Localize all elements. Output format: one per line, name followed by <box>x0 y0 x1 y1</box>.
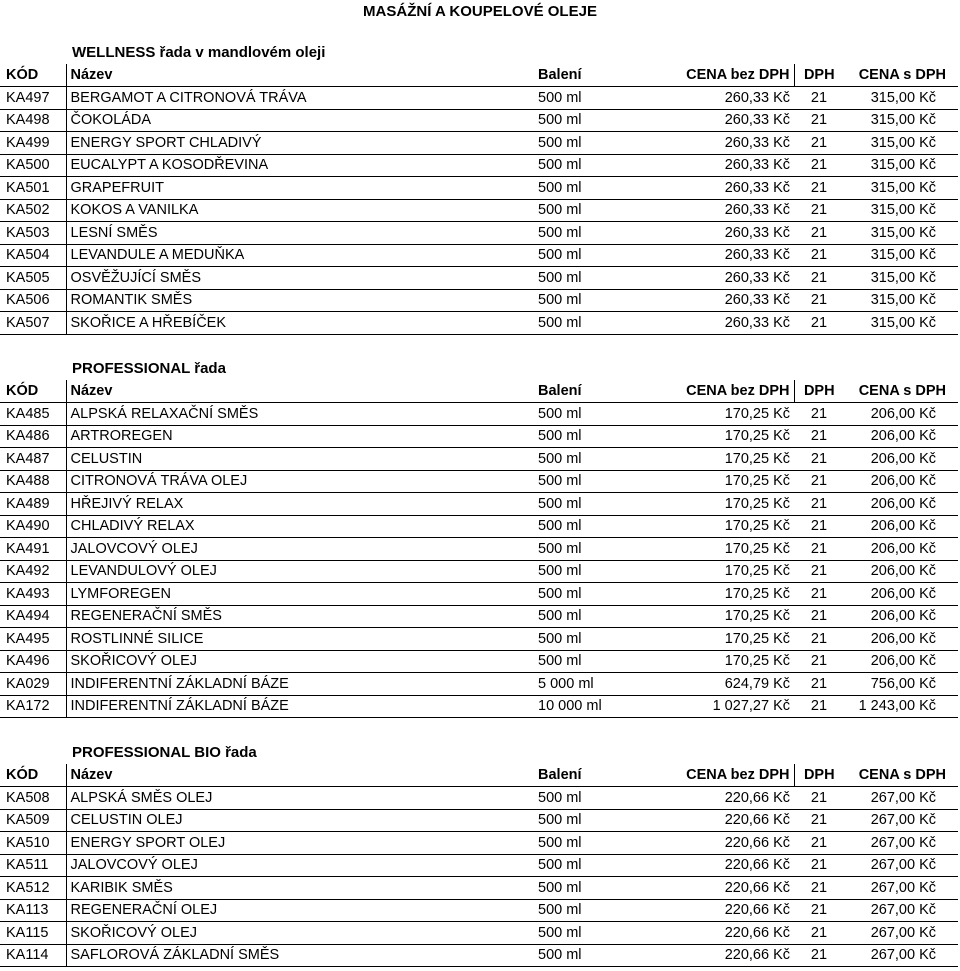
header-vat: DPH <box>794 380 844 403</box>
cell-code: KA509 <box>0 809 66 832</box>
cell-vat: 21 <box>794 244 844 267</box>
cell-vat: 21 <box>794 222 844 245</box>
table-row <box>0 605 958 628</box>
table-row <box>0 109 958 132</box>
cell-name: ENERGY SPORT OLEJ <box>66 832 534 855</box>
cell-package: 500 ml <box>534 650 664 673</box>
cell-price-without-vat: 260,33 Kč <box>664 289 794 312</box>
price-section <box>0 358 960 718</box>
cell-price-without-vat: 170,25 Kč <box>664 448 794 471</box>
cell-price-with-vat: 315,00 Kč <box>844 244 958 267</box>
cell-code: KA492 <box>0 560 66 583</box>
cell-price-with-vat: 756,00 Kč <box>844 673 958 696</box>
cell-vat: 21 <box>794 605 844 628</box>
cell-price-without-vat: 170,25 Kč <box>664 515 794 538</box>
cell-vat: 21 <box>794 448 844 471</box>
cell-package: 500 ml <box>534 493 664 516</box>
table-row <box>0 538 958 561</box>
cell-name: ARTROREGEN <box>66 425 534 448</box>
cell-vat: 21 <box>794 177 844 200</box>
header-package: Balení <box>534 64 664 87</box>
cell-code: KA489 <box>0 493 66 516</box>
cell-name: ROSTLINNÉ SILICE <box>66 628 534 651</box>
cell-price-without-vat: 624,79 Kč <box>664 673 794 696</box>
header-name: Název <box>66 64 534 87</box>
cell-vat: 21 <box>794 87 844 110</box>
cell-price-with-vat: 315,00 Kč <box>844 312 958 335</box>
cell-code: KA512 <box>0 877 66 900</box>
cell-name: KARIBIK SMĚS <box>66 877 534 900</box>
cell-price-with-vat: 206,00 Kč <box>844 493 958 516</box>
cell-vat: 21 <box>794 312 844 335</box>
cell-code: KA507 <box>0 312 66 335</box>
cell-price-with-vat: 206,00 Kč <box>844 403 958 426</box>
section-title: PROFESSIONAL BIO řada <box>72 744 257 761</box>
cell-package: 500 ml <box>534 403 664 426</box>
cell-package: 500 ml <box>534 922 664 945</box>
cell-package: 500 ml <box>534 199 664 222</box>
cell-name: ALPSKÁ SMĚS OLEJ <box>66 787 534 810</box>
cell-package: 500 ml <box>534 87 664 110</box>
cell-price-without-vat: 170,25 Kč <box>664 628 794 651</box>
table-row <box>0 87 958 110</box>
cell-code: KA115 <box>0 922 66 945</box>
cell-vat: 21 <box>794 199 844 222</box>
cell-code: KA488 <box>0 470 66 493</box>
cell-price-with-vat: 267,00 Kč <box>844 877 958 900</box>
cell-price-with-vat: 267,00 Kč <box>844 899 958 922</box>
cell-vat: 21 <box>794 695 844 718</box>
cell-code: KA495 <box>0 628 66 651</box>
cell-code: KA496 <box>0 650 66 673</box>
cell-name: CELUSTIN <box>66 448 534 471</box>
cell-price-without-vat: 170,25 Kč <box>664 583 794 606</box>
table-row <box>0 809 958 832</box>
cell-code: KA487 <box>0 448 66 471</box>
cell-price-with-vat: 315,00 Kč <box>844 132 958 155</box>
cell-code: KA494 <box>0 605 66 628</box>
cell-code: KA172 <box>0 695 66 718</box>
cell-price-with-vat: 206,00 Kč <box>844 560 958 583</box>
cell-code: KA497 <box>0 87 66 110</box>
cell-price-without-vat: 260,33 Kč <box>664 154 794 177</box>
cell-code: KA501 <box>0 177 66 200</box>
cell-package: 500 ml <box>534 244 664 267</box>
cell-code: KA113 <box>0 899 66 922</box>
header-price-without-vat: CENA bez DPH <box>664 764 794 787</box>
cell-vat: 21 <box>794 425 844 448</box>
cell-price-with-vat: 206,00 Kč <box>844 538 958 561</box>
table-row <box>0 854 958 877</box>
cell-price-with-vat: 267,00 Kč <box>844 787 958 810</box>
cell-price-without-vat: 220,66 Kč <box>664 854 794 877</box>
table-row <box>0 922 958 945</box>
cell-vat: 21 <box>794 787 844 810</box>
cell-price-with-vat: 206,00 Kč <box>844 515 958 538</box>
table-row <box>0 470 958 493</box>
cell-price-without-vat: 260,33 Kč <box>664 312 794 335</box>
cell-vat: 21 <box>794 403 844 426</box>
cell-price-without-vat: 170,25 Kč <box>664 403 794 426</box>
cell-package: 500 ml <box>534 267 664 290</box>
cell-name: ALPSKÁ RELAXAČNÍ SMĚS <box>66 403 534 426</box>
cell-name: KOKOS A VANILKA <box>66 199 534 222</box>
cell-package: 500 ml <box>534 109 664 132</box>
cell-name: BERGAMOT A CITRONOVÁ TRÁVA <box>66 87 534 110</box>
table-row <box>0 132 958 155</box>
cell-code: KA493 <box>0 583 66 606</box>
cell-name: SKOŘICOVÝ OLEJ <box>66 922 534 945</box>
cell-price-without-vat: 170,25 Kč <box>664 493 794 516</box>
cell-package: 500 ml <box>534 448 664 471</box>
table-row <box>0 289 958 312</box>
cell-code: KA508 <box>0 787 66 810</box>
cell-name: REGENERAČNÍ SMĚS <box>66 605 534 628</box>
header-price-with-vat: CENA s DPH <box>844 764 958 787</box>
cell-code: KA504 <box>0 244 66 267</box>
cell-vat: 21 <box>794 832 844 855</box>
cell-name: INDIFERENTNÍ ZÁKLADNÍ BÁZE <box>66 673 534 696</box>
cell-price-with-vat: 206,00 Kč <box>844 605 958 628</box>
cell-code: KA511 <box>0 854 66 877</box>
cell-price-with-vat: 206,00 Kč <box>844 650 958 673</box>
cell-price-without-vat: 260,33 Kč <box>664 267 794 290</box>
cell-vat: 21 <box>794 109 844 132</box>
cell-price-with-vat: 315,00 Kč <box>844 177 958 200</box>
header-code: KÓD <box>0 64 66 87</box>
cell-vat: 21 <box>794 515 844 538</box>
cell-price-without-vat: 170,25 Kč <box>664 538 794 561</box>
cell-price-without-vat: 1 027,27 Kč <box>664 695 794 718</box>
cell-vat: 21 <box>794 538 844 561</box>
header-price-with-vat: CENA s DPH <box>844 64 958 87</box>
cell-package: 5 000 ml <box>534 673 664 696</box>
table-row <box>0 199 958 222</box>
cell-price-with-vat: 267,00 Kč <box>844 944 958 967</box>
cell-price-without-vat: 260,33 Kč <box>664 244 794 267</box>
page-title: MASÁŽNÍ A KOUPELOVÉ OLEJE <box>363 3 597 20</box>
cell-name: CHLADIVÝ RELAX <box>66 515 534 538</box>
cell-price-without-vat: 220,66 Kč <box>664 899 794 922</box>
cell-code: KA503 <box>0 222 66 245</box>
cell-code: KA505 <box>0 267 66 290</box>
cell-name: LYMFOREGEN <box>66 583 534 606</box>
cell-price-with-vat: 315,00 Kč <box>844 267 958 290</box>
header-vat: DPH <box>794 64 844 87</box>
table-header-row <box>0 764 958 787</box>
cell-vat: 21 <box>794 132 844 155</box>
cell-price-with-vat: 315,00 Kč <box>844 154 958 177</box>
cell-code: KA499 <box>0 132 66 155</box>
table-row <box>0 515 958 538</box>
cell-price-without-vat: 260,33 Kč <box>664 109 794 132</box>
cell-price-with-vat: 206,00 Kč <box>844 448 958 471</box>
cell-vat: 21 <box>794 628 844 651</box>
cell-code: KA500 <box>0 154 66 177</box>
cell-package: 500 ml <box>534 854 664 877</box>
header-package: Balení <box>534 764 664 787</box>
cell-package: 500 ml <box>534 289 664 312</box>
cell-price-with-vat: 267,00 Kč <box>844 922 958 945</box>
cell-code: KA485 <box>0 403 66 426</box>
cell-vat: 21 <box>794 154 844 177</box>
cell-price-with-vat: 206,00 Kč <box>844 583 958 606</box>
price-table <box>0 64 958 335</box>
cell-package: 500 ml <box>534 312 664 335</box>
table-header-row <box>0 380 958 403</box>
table-row <box>0 695 958 718</box>
cell-name: SKOŘICE A HŘEBÍČEK <box>66 312 534 335</box>
table-header-row <box>0 64 958 87</box>
cell-package: 500 ml <box>534 538 664 561</box>
table-row <box>0 448 958 471</box>
cell-price-without-vat: 170,25 Kč <box>664 560 794 583</box>
cell-package: 500 ml <box>534 628 664 651</box>
header-vat: DPH <box>794 764 844 787</box>
cell-vat: 21 <box>794 289 844 312</box>
price-table <box>0 764 958 967</box>
cell-price-with-vat: 267,00 Kč <box>844 854 958 877</box>
header-name: Název <box>66 764 534 787</box>
cell-code: KA510 <box>0 832 66 855</box>
cell-code: KA114 <box>0 944 66 967</box>
cell-price-without-vat: 260,33 Kč <box>664 87 794 110</box>
cell-price-without-vat: 220,66 Kč <box>664 809 794 832</box>
cell-price-with-vat: 315,00 Kč <box>844 289 958 312</box>
cell-vat: 21 <box>794 922 844 945</box>
header-code: KÓD <box>0 764 66 787</box>
cell-price-with-vat: 315,00 Kč <box>844 199 958 222</box>
cell-package: 500 ml <box>534 605 664 628</box>
cell-price-with-vat: 267,00 Kč <box>844 809 958 832</box>
cell-vat: 21 <box>794 650 844 673</box>
cell-name: CELUSTIN OLEJ <box>66 809 534 832</box>
cell-package: 500 ml <box>534 899 664 922</box>
cell-price-with-vat: 315,00 Kč <box>844 109 958 132</box>
table-row <box>0 222 958 245</box>
header-price-with-vat: CENA s DPH <box>844 380 958 403</box>
cell-price-without-vat: 220,66 Kč <box>664 877 794 900</box>
cell-code: KA498 <box>0 109 66 132</box>
cell-package: 500 ml <box>534 809 664 832</box>
cell-name: SAFLOROVÁ ZÁKLADNÍ SMĚS <box>66 944 534 967</box>
header-price-without-vat: CENA bez DPH <box>664 64 794 87</box>
table-row <box>0 267 958 290</box>
cell-price-without-vat: 220,66 Kč <box>664 922 794 945</box>
cell-name: ČOKOLÁDA <box>66 109 534 132</box>
cell-price-without-vat: 260,33 Kč <box>664 132 794 155</box>
cell-name: LESNÍ SMĚS <box>66 222 534 245</box>
cell-price-without-vat: 260,33 Kč <box>664 222 794 245</box>
cell-package: 500 ml <box>534 560 664 583</box>
cell-name: REGENERAČNÍ OLEJ <box>66 899 534 922</box>
price-section <box>0 42 960 335</box>
header-name: Název <box>66 380 534 403</box>
cell-code: KA486 <box>0 425 66 448</box>
cell-package: 10 000 ml <box>534 695 664 718</box>
cell-price-with-vat: 206,00 Kč <box>844 628 958 651</box>
table-row <box>0 244 958 267</box>
cell-name: CITRONOVÁ TRÁVA OLEJ <box>66 470 534 493</box>
cell-price-with-vat: 267,00 Kč <box>844 832 958 855</box>
table-row <box>0 425 958 448</box>
cell-code: KA491 <box>0 538 66 561</box>
header-package: Balení <box>534 380 664 403</box>
cell-price-with-vat: 1 243,00 Kč <box>844 695 958 718</box>
cell-name: LEVANDULOVÝ OLEJ <box>66 560 534 583</box>
header-code: KÓD <box>0 380 66 403</box>
table-row <box>0 650 958 673</box>
cell-package: 500 ml <box>534 877 664 900</box>
cell-package: 500 ml <box>534 177 664 200</box>
cell-package: 500 ml <box>534 515 664 538</box>
section-title: PROFESSIONAL řada <box>72 360 226 377</box>
cell-package: 500 ml <box>534 787 664 810</box>
cell-price-with-vat: 206,00 Kč <box>844 425 958 448</box>
cell-code: KA029 <box>0 673 66 696</box>
cell-price-with-vat: 315,00 Kč <box>844 87 958 110</box>
cell-vat: 21 <box>794 583 844 606</box>
table-row <box>0 877 958 900</box>
price-section <box>0 742 960 967</box>
cell-price-without-vat: 220,66 Kč <box>664 787 794 810</box>
cell-package: 500 ml <box>534 470 664 493</box>
cell-vat: 21 <box>794 877 844 900</box>
table-row <box>0 628 958 651</box>
cell-code: KA490 <box>0 515 66 538</box>
cell-package: 500 ml <box>534 222 664 245</box>
cell-price-without-vat: 170,25 Kč <box>664 425 794 448</box>
cell-package: 500 ml <box>534 583 664 606</box>
cell-name: ROMANTIK SMĚS <box>66 289 534 312</box>
table-row <box>0 560 958 583</box>
cell-code: KA502 <box>0 199 66 222</box>
table-row <box>0 583 958 606</box>
cell-name: JALOVCOVÝ OLEJ <box>66 538 534 561</box>
cell-name: OSVĚŽUJÍCÍ SMĚS <box>66 267 534 290</box>
cell-package: 500 ml <box>534 425 664 448</box>
table-row <box>0 493 958 516</box>
cell-vat: 21 <box>794 944 844 967</box>
section-title: WELLNESS řada v mandlovém oleji <box>72 44 326 61</box>
cell-name: INDIFERENTNÍ ZÁKLADNÍ BÁZE <box>66 695 534 718</box>
price-table <box>0 380 958 718</box>
cell-price-without-vat: 260,33 Kč <box>664 177 794 200</box>
cell-name: HŘEJIVÝ RELAX <box>66 493 534 516</box>
table-row <box>0 312 958 335</box>
cell-price-without-vat: 170,25 Kč <box>664 470 794 493</box>
cell-price-without-vat: 170,25 Kč <box>664 650 794 673</box>
cell-name: JALOVCOVÝ OLEJ <box>66 854 534 877</box>
cell-vat: 21 <box>794 899 844 922</box>
cell-price-without-vat: 260,33 Kč <box>664 199 794 222</box>
header-price-without-vat: CENA bez DPH <box>664 380 794 403</box>
table-row <box>0 403 958 426</box>
cell-vat: 21 <box>794 493 844 516</box>
cell-price-with-vat: 315,00 Kč <box>844 222 958 245</box>
cell-price-without-vat: 220,66 Kč <box>664 832 794 855</box>
table-row <box>0 944 958 967</box>
cell-vat: 21 <box>794 809 844 832</box>
cell-name: ENERGY SPORT CHLADIVÝ <box>66 132 534 155</box>
cell-package: 500 ml <box>534 154 664 177</box>
cell-price-with-vat: 206,00 Kč <box>844 470 958 493</box>
cell-price-without-vat: 220,66 Kč <box>664 944 794 967</box>
table-row <box>0 154 958 177</box>
cell-name: SKOŘICOVÝ OLEJ <box>66 650 534 673</box>
cell-vat: 21 <box>794 560 844 583</box>
table-row <box>0 899 958 922</box>
table-row <box>0 673 958 696</box>
cell-code: KA506 <box>0 289 66 312</box>
table-row <box>0 787 958 810</box>
cell-vat: 21 <box>794 267 844 290</box>
cell-vat: 21 <box>794 673 844 696</box>
cell-name: EUCALYPT A KOSODŘEVINA <box>66 154 534 177</box>
cell-price-without-vat: 170,25 Kč <box>664 605 794 628</box>
table-row <box>0 832 958 855</box>
cell-name: GRAPEFRUIT <box>66 177 534 200</box>
cell-package: 500 ml <box>534 132 664 155</box>
cell-vat: 21 <box>794 854 844 877</box>
cell-package: 500 ml <box>534 832 664 855</box>
table-row <box>0 177 958 200</box>
cell-package: 500 ml <box>534 944 664 967</box>
cell-name: LEVANDULE A MEDUŇKA <box>66 244 534 267</box>
cell-vat: 21 <box>794 470 844 493</box>
